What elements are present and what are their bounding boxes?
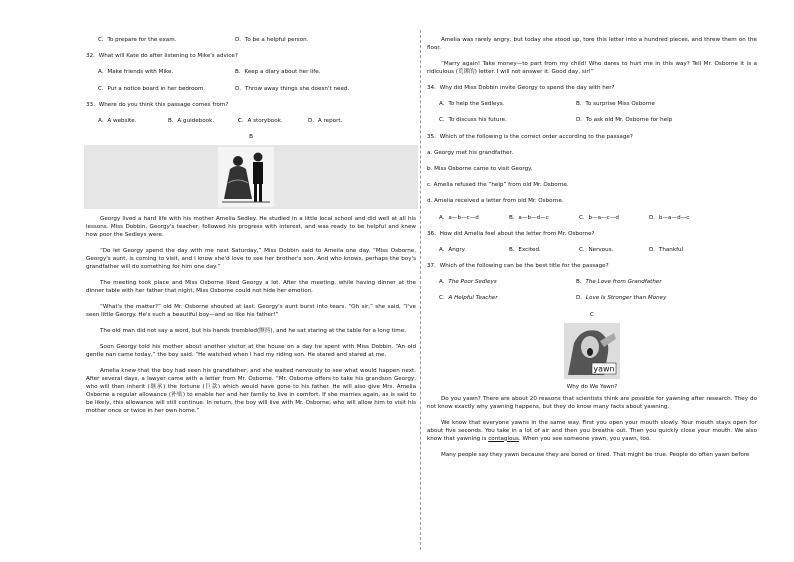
q35-stem: 35．Which of the following is the correct order according to the passage?: [427, 133, 633, 140]
q33-option-b: B．A guidebook.: [168, 117, 215, 124]
q37-option-a-title: The Poor Sedleys: [448, 279, 497, 286]
q32-option-d: D．Throw away things she doesn't need.: [235, 85, 350, 92]
q37-option-b-prefix: B．: [576, 279, 586, 286]
q33-option-c: C．A storybook.: [238, 117, 283, 124]
passage-b-paragraph-5: The old man did not say a word, but his hands trembled(颤抖), and he sat staring at the table for a long time.: [100, 328, 406, 335]
passage-b-paragraph-1: Georgy lived a hard life with his mother Amelia Sedley. He studied in a little local school and did well at all his lessons. Miss Dobbin, Georgy's teacher, followed his progress with interest, and was ready to be helpful and knew how poor the Sedleys were.: [86, 216, 416, 239]
q35-event-d: d. Amelia received a letter from old Mr. Osborne.: [427, 198, 564, 205]
passage-c-paragraph-2-text: We know that everyone yawns in the same way. First you open your mouth slowly. Your mouth stays open for about five seconds. You take in a lot of air and then you breathe out. Then you quickly close your mouth. We also know that yawning is: [427, 419, 757, 442]
q34-option-b: B．To surprise Miss Osborne: [576, 101, 655, 108]
yawning-person-illustration: [564, 323, 620, 379]
passage-b-paragraph-7: Amelia knew that the boy had seen his grandfather, and she waited nervously to see what would happen next. After several days, a lawyer came with a letter from Mr. Osborne. “Mr. Osborne offers to take his grandson Georgy, who will then inherit (继承) the fortune (巨款) which would have gone to his father. He will also give Mrs. Amelia Osborne a regular allowance (补贴) to enable her and her family to live in comfort. If she marries again, as is said to be likely, this allowance will still continue. In return, the boy will live with Mr. Osborne, who will allow him to visit his mother once or twice in her own home.”: [86, 368, 416, 415]
q34-option-d: D．To ask old Mr. Osborne for help: [576, 117, 673, 124]
q37-option-d-prefix: D．: [576, 295, 586, 302]
q34-options-ab: [427, 100, 757, 108]
q35-option-d: D．b—a—d—c: [649, 214, 690, 221]
q32-option-a: A．Make friends with Mike.: [98, 69, 174, 76]
q31-option-d: D．To be a helpful person.: [235, 37, 309, 43]
q33-option-a: A．A website.: [98, 117, 137, 124]
q36-option-d: D．Thankful: [649, 246, 684, 253]
q37-options-ab: [427, 278, 757, 286]
q37-option-a: [427, 278, 564, 286]
q36-option-a: A．Angry.: [439, 246, 466, 253]
q37-option-a-prefix: A．: [439, 279, 449, 286]
q34-stem: 34．Why did Miss Dobbin invite Georgy to spend the day with her?: [427, 85, 615, 91]
q32-stem: 32．What will Kate do after listening to Mike's advice?: [86, 53, 238, 60]
q34-options-cd: [427, 116, 757, 124]
q33-option-d: D．A report.: [308, 117, 343, 124]
passage-b-paragraph-2: “Do let Georgy spend the day with me next Saturday,” Miss Dobbin said to Ameila one day. “Miss Osborne, Georgy's aunt, is coming to visit, and I know she'd love to see her brother's son. And who knows, perhaps the boy's grandfather will do something for him one day.”: [86, 248, 416, 271]
q32-option-c: C．Put a notice board in her bedroom.: [98, 85, 206, 92]
section-b-label: B: [249, 134, 253, 141]
q35-option-b: B．a—b—d—c: [509, 214, 549, 221]
q37-option-c-title: A Helpful Teacher: [448, 295, 498, 302]
q36-options: [427, 246, 757, 254]
passage-b-cont-paragraph-1: Amelia was rarely angry, but today she stood up, tore this letter into a hundred pieces, and threw them on the floor.: [427, 37, 757, 51]
q37-option-b: [564, 278, 701, 286]
section-c-label: C: [590, 311, 594, 318]
q37-option-c: [427, 294, 564, 302]
q37-options-cd: [427, 294, 757, 302]
passage-b-cont-paragraph-2: “Marry again! Take money—to part from my child! Who dares to hurt me in this way? Tell Mr. Osborne it is a ridiculous (荒谬的) letter. I will not answer it. Good day, sir!”: [427, 61, 757, 75]
passage-b-paragraph-6: Soon Georgy told his mother about another visitor at the house on a day he spent with Miss Dobbin. “An old gentle nan came today,” the boy said. “He watched when I had my riding son. He stared and stared at me.: [86, 344, 416, 359]
passage-c-title: Why do We Yawn?: [566, 383, 618, 390]
q35-option-a: A．a—b—c—d: [439, 214, 479, 221]
q36-option-b: B．Excited.: [509, 246, 541, 253]
passage-b-paragraph-4: “What's the matter?” old Mr. Osborne shouted at last. Georgy's aunt burst into tears. “Oh sir,” she said, “I've seen little Georgy. He's such a beautiful boy—and so like his father!”: [86, 304, 416, 319]
q35-options: [427, 214, 757, 222]
q32-options-ab: [86, 68, 416, 76]
passage-c-paragraph-2-end: . When you see someone yawn, you yawn, too.: [518, 435, 651, 442]
q35-event-b: b. Miss Osborne came to visit Georgy.: [427, 165, 533, 172]
q34-option-a: A．To help the Sedleys.: [439, 101, 505, 108]
passage-c-paragraph-1: Do you yawn? There are about 20 reasons that scientists think are possible for yawning after research. They do not know exactly why yawning happens, but they do know many facts about yawning.: [427, 395, 757, 410]
right-column: [427, 36, 757, 467]
q31-options: [86, 36, 416, 44]
q35-option-c: C．b—a—c—d: [579, 214, 619, 221]
yawn-caption: yawn: [593, 364, 615, 374]
q36-stem: 36．How did Amelia feel about the letter from Mr. Osborne?: [427, 230, 595, 237]
q37-option-d: [564, 294, 701, 302]
q34-option-c: C．To discuss his future.: [439, 117, 507, 124]
q33-options: [86, 117, 416, 125]
q32-option-b: B．Keep a diary about her life.: [235, 69, 321, 76]
q37-option-c-prefix: C．: [439, 295, 449, 302]
column-divider: [420, 30, 421, 550]
passage-c-paragraph-2: [427, 419, 757, 443]
left-column: [86, 36, 416, 423]
q35-event-c: c. Amelia refused the “help” from old Mr. Osborne.: [427, 182, 569, 189]
q37-stem: 37．Which of the following can be the best title for the passage?: [427, 263, 609, 270]
victorian-couple-illustration: [218, 147, 274, 207]
illustration-band: [84, 145, 418, 209]
q32-options-cd: [86, 85, 416, 93]
q37-option-b-title: The Love from Grandfather: [585, 279, 662, 286]
contagious-word: contagious: [488, 435, 519, 442]
passage-c-paragraph-3: Many people say they yawn because they are bored or tired. That might be true. People do often yawn before: [441, 451, 750, 458]
passage-b-paragraph-3: The meeting took place and Miss Osborne liked Georgy a lot. After the meeting, while having dinner at the dinner table with her father that night, Miss Osborne could not hide her emotion.: [86, 280, 416, 295]
q36-option-c: C．Nervous.: [579, 246, 614, 253]
q33-stem: 33．Where do you think this passage comes from?: [86, 101, 229, 108]
q37-option-d-title: Love Is Stronger than Money: [585, 295, 667, 302]
q35-event-a: a. Georgy met his grandfather.: [427, 149, 514, 156]
q31-option-c: C．To prepare for the exam.: [98, 37, 177, 43]
